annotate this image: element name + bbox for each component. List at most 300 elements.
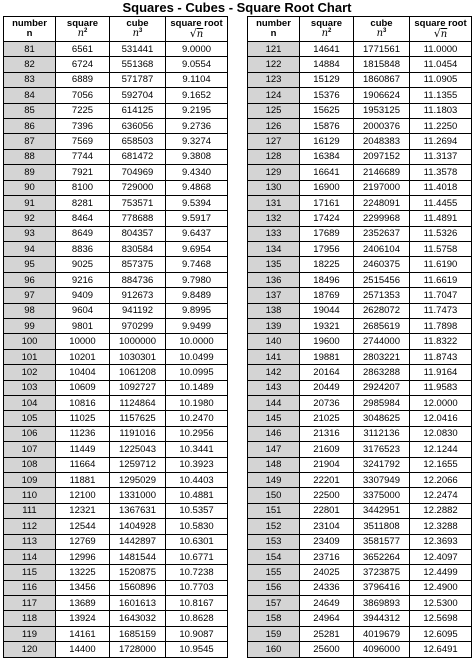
cell-cube: 1030301	[110, 349, 166, 364]
cell-number: 114	[4, 549, 56, 564]
cell-cube: 2515456	[354, 272, 410, 287]
cell-cube: 2803221	[354, 349, 410, 364]
cube-exponent: 3	[139, 27, 143, 34]
cell-square: 17161	[300, 195, 354, 210]
cell-square-root: 10.7703	[166, 580, 228, 595]
cell-square-root: 12.0000	[410, 395, 472, 410]
table-header	[4, 17, 228, 42]
cell-square: 23409	[300, 534, 354, 549]
cell-number: 87	[4, 134, 56, 149]
cell-square: 15129	[300, 72, 354, 87]
table-row	[4, 426, 228, 441]
table-body-right	[248, 42, 472, 658]
table-row	[248, 195, 472, 210]
cell-number: 90	[4, 180, 56, 195]
cell-square-root: 9.4868	[166, 180, 228, 195]
cell-number: 98	[4, 303, 56, 318]
cell-number: 137	[248, 288, 300, 303]
cell-cube: 970299	[110, 319, 166, 334]
cell-cube: 1259712	[110, 457, 166, 472]
cell-square-root: 12.3288	[410, 519, 472, 534]
cell-square: 18496	[300, 272, 354, 287]
cell-square-root: 11.7047	[410, 288, 472, 303]
cell-square-root: 9.5394	[166, 195, 228, 210]
cell-cube: 2299968	[354, 211, 410, 226]
cell-square: 18225	[300, 257, 354, 272]
cell-number: 88	[4, 149, 56, 164]
cell-square-root: 9.7468	[166, 257, 228, 272]
cell-cube: 592704	[110, 88, 166, 103]
cell-square-root: 10.8167	[166, 596, 228, 611]
cell-cube: 3307949	[354, 472, 410, 487]
cell-cube: 636056	[110, 118, 166, 133]
table-row	[4, 565, 228, 580]
cell-square-root: 11.5758	[410, 242, 472, 257]
header-square: square $n^2$	[56, 17, 110, 42]
cell-square-root: 11.5326	[410, 226, 472, 241]
cell-cube: 531441	[110, 42, 166, 57]
cell-cube: 1124864	[110, 395, 166, 410]
cell-cube: 571787	[110, 72, 166, 87]
table-row	[248, 442, 472, 457]
cell-square: 16641	[300, 165, 354, 180]
cell-cube: 1404928	[110, 519, 166, 534]
cell-square-root: 11.0454	[410, 57, 472, 72]
cell-number: 152	[248, 519, 300, 534]
table-row	[4, 626, 228, 641]
cell-cube: 3869893	[354, 596, 410, 611]
cell-cube: 2048383	[354, 134, 410, 149]
cell-number: 111	[4, 503, 56, 518]
cell-square-root: 11.7898	[410, 319, 472, 334]
table-row	[248, 472, 472, 487]
cell-square-root: 10.2470	[166, 411, 228, 426]
table-row	[248, 565, 472, 580]
cell-cube: 2685619	[354, 319, 410, 334]
cell-square: 24025	[300, 565, 354, 580]
cell-square-root: 9.8995	[166, 303, 228, 318]
cell-number: 146	[248, 426, 300, 441]
chart-title: Squares - Cubes - Square Root Chart	[122, 0, 352, 15]
table-row	[4, 642, 228, 657]
cell-cube: 1092727	[110, 380, 166, 395]
table-row	[4, 580, 228, 595]
cell-cube: 884736	[110, 272, 166, 287]
cell-square-root: 11.8322	[410, 334, 472, 349]
radical-icon: √	[433, 26, 441, 40]
cell-number: 141	[248, 349, 300, 364]
table-row	[4, 288, 228, 303]
table-row	[248, 611, 472, 626]
cell-cube: 1295029	[110, 472, 166, 487]
cell-cube: 614125	[110, 103, 166, 118]
cell-square: 7921	[56, 165, 110, 180]
cell-cube: 1601613	[110, 596, 166, 611]
header-square-root: square root √n	[166, 17, 228, 42]
cell-number: 115	[4, 565, 56, 580]
cell-cube: 3375000	[354, 488, 410, 503]
cell-square-root: 11.2250	[410, 118, 472, 133]
cell-cube: 2744000	[354, 334, 410, 349]
cell-square-root: 12.4097	[410, 549, 472, 564]
cell-cube: 2628072	[354, 303, 410, 318]
cell-number: 118	[4, 611, 56, 626]
cell-number: 136	[248, 272, 300, 287]
header-number: number n	[4, 17, 56, 42]
table-row	[4, 488, 228, 503]
cell-square: 6561	[56, 42, 110, 57]
cell-number: 125	[248, 103, 300, 118]
cell-number: 97	[4, 288, 56, 303]
cell-square: 9409	[56, 288, 110, 303]
table-row	[4, 42, 228, 57]
table-left	[3, 16, 228, 658]
cell-number: 159	[248, 626, 300, 641]
table-row	[248, 88, 472, 103]
cell-square: 21316	[300, 426, 354, 441]
cell-square: 16900	[300, 180, 354, 195]
table-row	[4, 319, 228, 334]
table-row	[248, 642, 472, 657]
cell-number: 123	[248, 72, 300, 87]
cell-cube: 2460375	[354, 257, 410, 272]
cell-cube: 658503	[110, 134, 166, 149]
cube-exponent: 3	[383, 27, 387, 34]
cell-cube: 1906624	[354, 88, 410, 103]
cell-square: 22201	[300, 472, 354, 487]
cell-square-root: 9.3808	[166, 149, 228, 164]
cell-square-root: 12.6491	[410, 642, 472, 657]
cell-square-root: 9.4340	[166, 165, 228, 180]
cell-square-root: 10.6771	[166, 549, 228, 564]
cell-number: 86	[4, 118, 56, 133]
cell-square-root: 11.4891	[410, 211, 472, 226]
table-row	[4, 226, 228, 241]
cell-number: 109	[4, 472, 56, 487]
table-row	[4, 165, 228, 180]
cell-square: 8464	[56, 211, 110, 226]
cell-number: 144	[248, 395, 300, 410]
cell-square: 13225	[56, 565, 110, 580]
table-row	[4, 534, 228, 549]
cell-square: 14161	[56, 626, 110, 641]
cell-square: 19881	[300, 349, 354, 364]
cell-cube: 912673	[110, 288, 166, 303]
cell-square: 12769	[56, 534, 110, 549]
cell-number: 149	[248, 472, 300, 487]
cell-square-root: 11.9583	[410, 380, 472, 395]
cell-number: 151	[248, 503, 300, 518]
table-row	[4, 442, 228, 457]
cell-square: 20449	[300, 380, 354, 395]
cell-cube: 857375	[110, 257, 166, 272]
table-row	[248, 180, 472, 195]
cell-cube: 1225043	[110, 442, 166, 457]
cell-number: 95	[4, 257, 56, 272]
table-row	[248, 134, 472, 149]
table-row	[4, 272, 228, 287]
cell-square-root: 11.4455	[410, 195, 472, 210]
cell-number: 145	[248, 411, 300, 426]
cell-square: 25600	[300, 642, 354, 657]
cell-square-root: 10.3441	[166, 442, 228, 457]
cell-number: 121	[248, 42, 300, 57]
cell-number: 102	[4, 365, 56, 380]
cell-square: 11881	[56, 472, 110, 487]
table-row	[248, 165, 472, 180]
cell-cube: 1643032	[110, 611, 166, 626]
cell-cube: 4096000	[354, 642, 410, 657]
cell-number: 85	[4, 103, 56, 118]
square-exponent: 2	[328, 27, 332, 34]
cell-cube: 2571353	[354, 288, 410, 303]
cell-square: 12996	[56, 549, 110, 564]
cell-square: 24336	[300, 580, 354, 595]
cell-cube: 4019679	[354, 626, 410, 641]
cell-square: 17956	[300, 242, 354, 257]
cell-square-root: 9.8489	[166, 288, 228, 303]
cell-cube: 1191016	[110, 426, 166, 441]
cell-cube: 1685159	[110, 626, 166, 641]
table-row	[4, 503, 228, 518]
cell-square: 10609	[56, 380, 110, 395]
cell-cube: 3442951	[354, 503, 410, 518]
cell-cube: 2406104	[354, 242, 410, 257]
cell-number: 110	[4, 488, 56, 503]
table-row	[248, 242, 472, 257]
table-row	[4, 118, 228, 133]
table-row	[248, 426, 472, 441]
table-row	[248, 596, 472, 611]
cell-square: 8836	[56, 242, 110, 257]
cell-number: 155	[248, 565, 300, 580]
cell-cube: 2863288	[354, 365, 410, 380]
cell-square: 18769	[300, 288, 354, 303]
cube-symbol: n	[132, 28, 140, 39]
cell-cube: 753571	[110, 195, 166, 210]
cell-square-root: 12.1244	[410, 442, 472, 457]
table-header	[248, 17, 472, 42]
header-square-root: square root √n	[410, 17, 472, 42]
cell-cube: 2924207	[354, 380, 410, 395]
cell-cube: 551368	[110, 57, 166, 72]
cell-square: 8281	[56, 195, 110, 210]
cell-number: 120	[4, 642, 56, 657]
cell-square-root: 10.0000	[166, 334, 228, 349]
cell-square-root: 10.1980	[166, 395, 228, 410]
cell-square: 7569	[56, 134, 110, 149]
cell-square: 10404	[56, 365, 110, 380]
cell-cube: 1331000	[110, 488, 166, 503]
cell-square-root: 11.9164	[410, 365, 472, 380]
table-row	[4, 88, 228, 103]
cell-number: 107	[4, 442, 56, 457]
cell-square-root: 12.4900	[410, 580, 472, 595]
cell-square-root: 9.5917	[166, 211, 228, 226]
cell-square-root: 12.2066	[410, 472, 472, 487]
cell-square-root: 11.1355	[410, 88, 472, 103]
square-exponent: 2	[84, 27, 88, 34]
cell-number: 126	[248, 118, 300, 133]
cell-number: 153	[248, 534, 300, 549]
cell-square: 19044	[300, 303, 354, 318]
cell-cube: 1953125	[354, 103, 410, 118]
cell-square-root: 9.2195	[166, 103, 228, 118]
cell-cube: 1157625	[110, 411, 166, 426]
cell-square: 6889	[56, 72, 110, 87]
cell-square-root: 10.7238	[166, 565, 228, 580]
table-row	[248, 488, 472, 503]
cell-number: 105	[4, 411, 56, 426]
cell-square-root: 11.0905	[410, 72, 472, 87]
cell-square: 24964	[300, 611, 354, 626]
table-row	[248, 549, 472, 564]
cell-number: 94	[4, 242, 56, 257]
table-row	[248, 42, 472, 57]
cell-number: 124	[248, 88, 300, 103]
cell-cube: 2248091	[354, 195, 410, 210]
cell-square: 13456	[56, 580, 110, 595]
cell-square-root: 11.6190	[410, 257, 472, 272]
table-row	[4, 395, 228, 410]
table-row	[248, 626, 472, 641]
cell-square: 14884	[300, 57, 354, 72]
cell-number: 133	[248, 226, 300, 241]
table-right	[247, 16, 472, 658]
table-row	[4, 195, 228, 210]
cell-square: 11664	[56, 457, 110, 472]
cell-cube: 778688	[110, 211, 166, 226]
cell-number: 139	[248, 319, 300, 334]
cell-square: 9604	[56, 303, 110, 318]
cell-square-root: 10.9087	[166, 626, 228, 641]
cell-square: 14400	[56, 642, 110, 657]
table-row	[248, 365, 472, 380]
table-row	[248, 72, 472, 87]
cell-cube: 729000	[110, 180, 166, 195]
cell-cube: 2097152	[354, 149, 410, 164]
cell-number: 147	[248, 442, 300, 457]
table-body-left	[4, 42, 228, 658]
cell-square-root: 10.8628	[166, 611, 228, 626]
cell-square-root: 11.2694	[410, 134, 472, 149]
cell-cube: 3511808	[354, 519, 410, 534]
cell-number: 108	[4, 457, 56, 472]
cell-square: 16129	[300, 134, 354, 149]
header-cube: cube $n^3$	[110, 17, 166, 42]
cell-square-root: 9.3274	[166, 134, 228, 149]
radical-icon: √	[189, 26, 197, 40]
cell-square-root: 12.5300	[410, 596, 472, 611]
cell-square-root: 9.0000	[166, 42, 228, 57]
table-row	[248, 534, 472, 549]
cell-cube: 3723875	[354, 565, 410, 580]
cell-cube: 704969	[110, 165, 166, 180]
table-row	[248, 211, 472, 226]
cell-number: 132	[248, 211, 300, 226]
cell-square-root: 10.0995	[166, 365, 228, 380]
cell-number: 89	[4, 165, 56, 180]
cell-square: 7225	[56, 103, 110, 118]
cell-cube: 1860867	[354, 72, 410, 87]
table-row	[248, 288, 472, 303]
cell-square-root: 11.6619	[410, 272, 472, 287]
number-symbol: n	[26, 28, 33, 39]
cell-square-root: 10.5357	[166, 503, 228, 518]
cell-cube: 1560896	[110, 580, 166, 595]
cell-square: 6724	[56, 57, 110, 72]
cell-square-root: 10.1489	[166, 380, 228, 395]
cell-cube: 1061208	[110, 365, 166, 380]
cell-square: 21904	[300, 457, 354, 472]
cell-square-root: 11.4018	[410, 180, 472, 195]
cell-number: 128	[248, 149, 300, 164]
table-row	[4, 334, 228, 349]
table-row	[4, 349, 228, 364]
cell-square: 12100	[56, 488, 110, 503]
cell-cube: 804357	[110, 226, 166, 241]
cell-square-root: 10.4881	[166, 488, 228, 503]
cell-square: 13689	[56, 596, 110, 611]
table-row	[4, 596, 228, 611]
cell-square-root: 10.0499	[166, 349, 228, 364]
cell-number: 91	[4, 195, 56, 210]
cell-cube: 3176523	[354, 442, 410, 457]
cell-square: 19600	[300, 334, 354, 349]
cell-square-root: 9.6437	[166, 226, 228, 241]
cell-cube: 2985984	[354, 395, 410, 410]
cell-square: 7744	[56, 149, 110, 164]
cell-square-root: 11.8743	[410, 349, 472, 364]
cell-square: 22801	[300, 503, 354, 518]
table-row	[4, 134, 228, 149]
cell-square: 8100	[56, 180, 110, 195]
cell-square: 19321	[300, 319, 354, 334]
cell-square: 25281	[300, 626, 354, 641]
cell-square-root: 11.3137	[410, 149, 472, 164]
table-row	[248, 457, 472, 472]
cell-square: 12544	[56, 519, 110, 534]
table-row	[248, 257, 472, 272]
table-row	[248, 103, 472, 118]
root-symbol: n	[196, 28, 204, 40]
table-row	[248, 349, 472, 364]
cell-square: 9025	[56, 257, 110, 272]
cell-square: 7396	[56, 118, 110, 133]
table-row	[248, 380, 472, 395]
table-row	[248, 118, 472, 133]
table-row	[4, 103, 228, 118]
cell-square: 10816	[56, 395, 110, 410]
cell-number: 116	[4, 580, 56, 595]
cell-square: 15625	[300, 103, 354, 118]
table-row	[248, 580, 472, 595]
cell-cube: 3581577	[354, 534, 410, 549]
cell-cube: 1367631	[110, 503, 166, 518]
cell-number: 150	[248, 488, 300, 503]
cell-square-root: 12.0416	[410, 411, 472, 426]
table-row	[4, 180, 228, 195]
cell-square: 15376	[300, 88, 354, 103]
cell-number: 134	[248, 242, 300, 257]
cell-square: 23716	[300, 549, 354, 564]
cell-square-root: 10.5830	[166, 519, 228, 534]
cell-number: 122	[248, 57, 300, 72]
cell-square: 22500	[300, 488, 354, 503]
cell-cube: 3652264	[354, 549, 410, 564]
cell-cube: 1520875	[110, 565, 166, 580]
cell-square: 7056	[56, 88, 110, 103]
